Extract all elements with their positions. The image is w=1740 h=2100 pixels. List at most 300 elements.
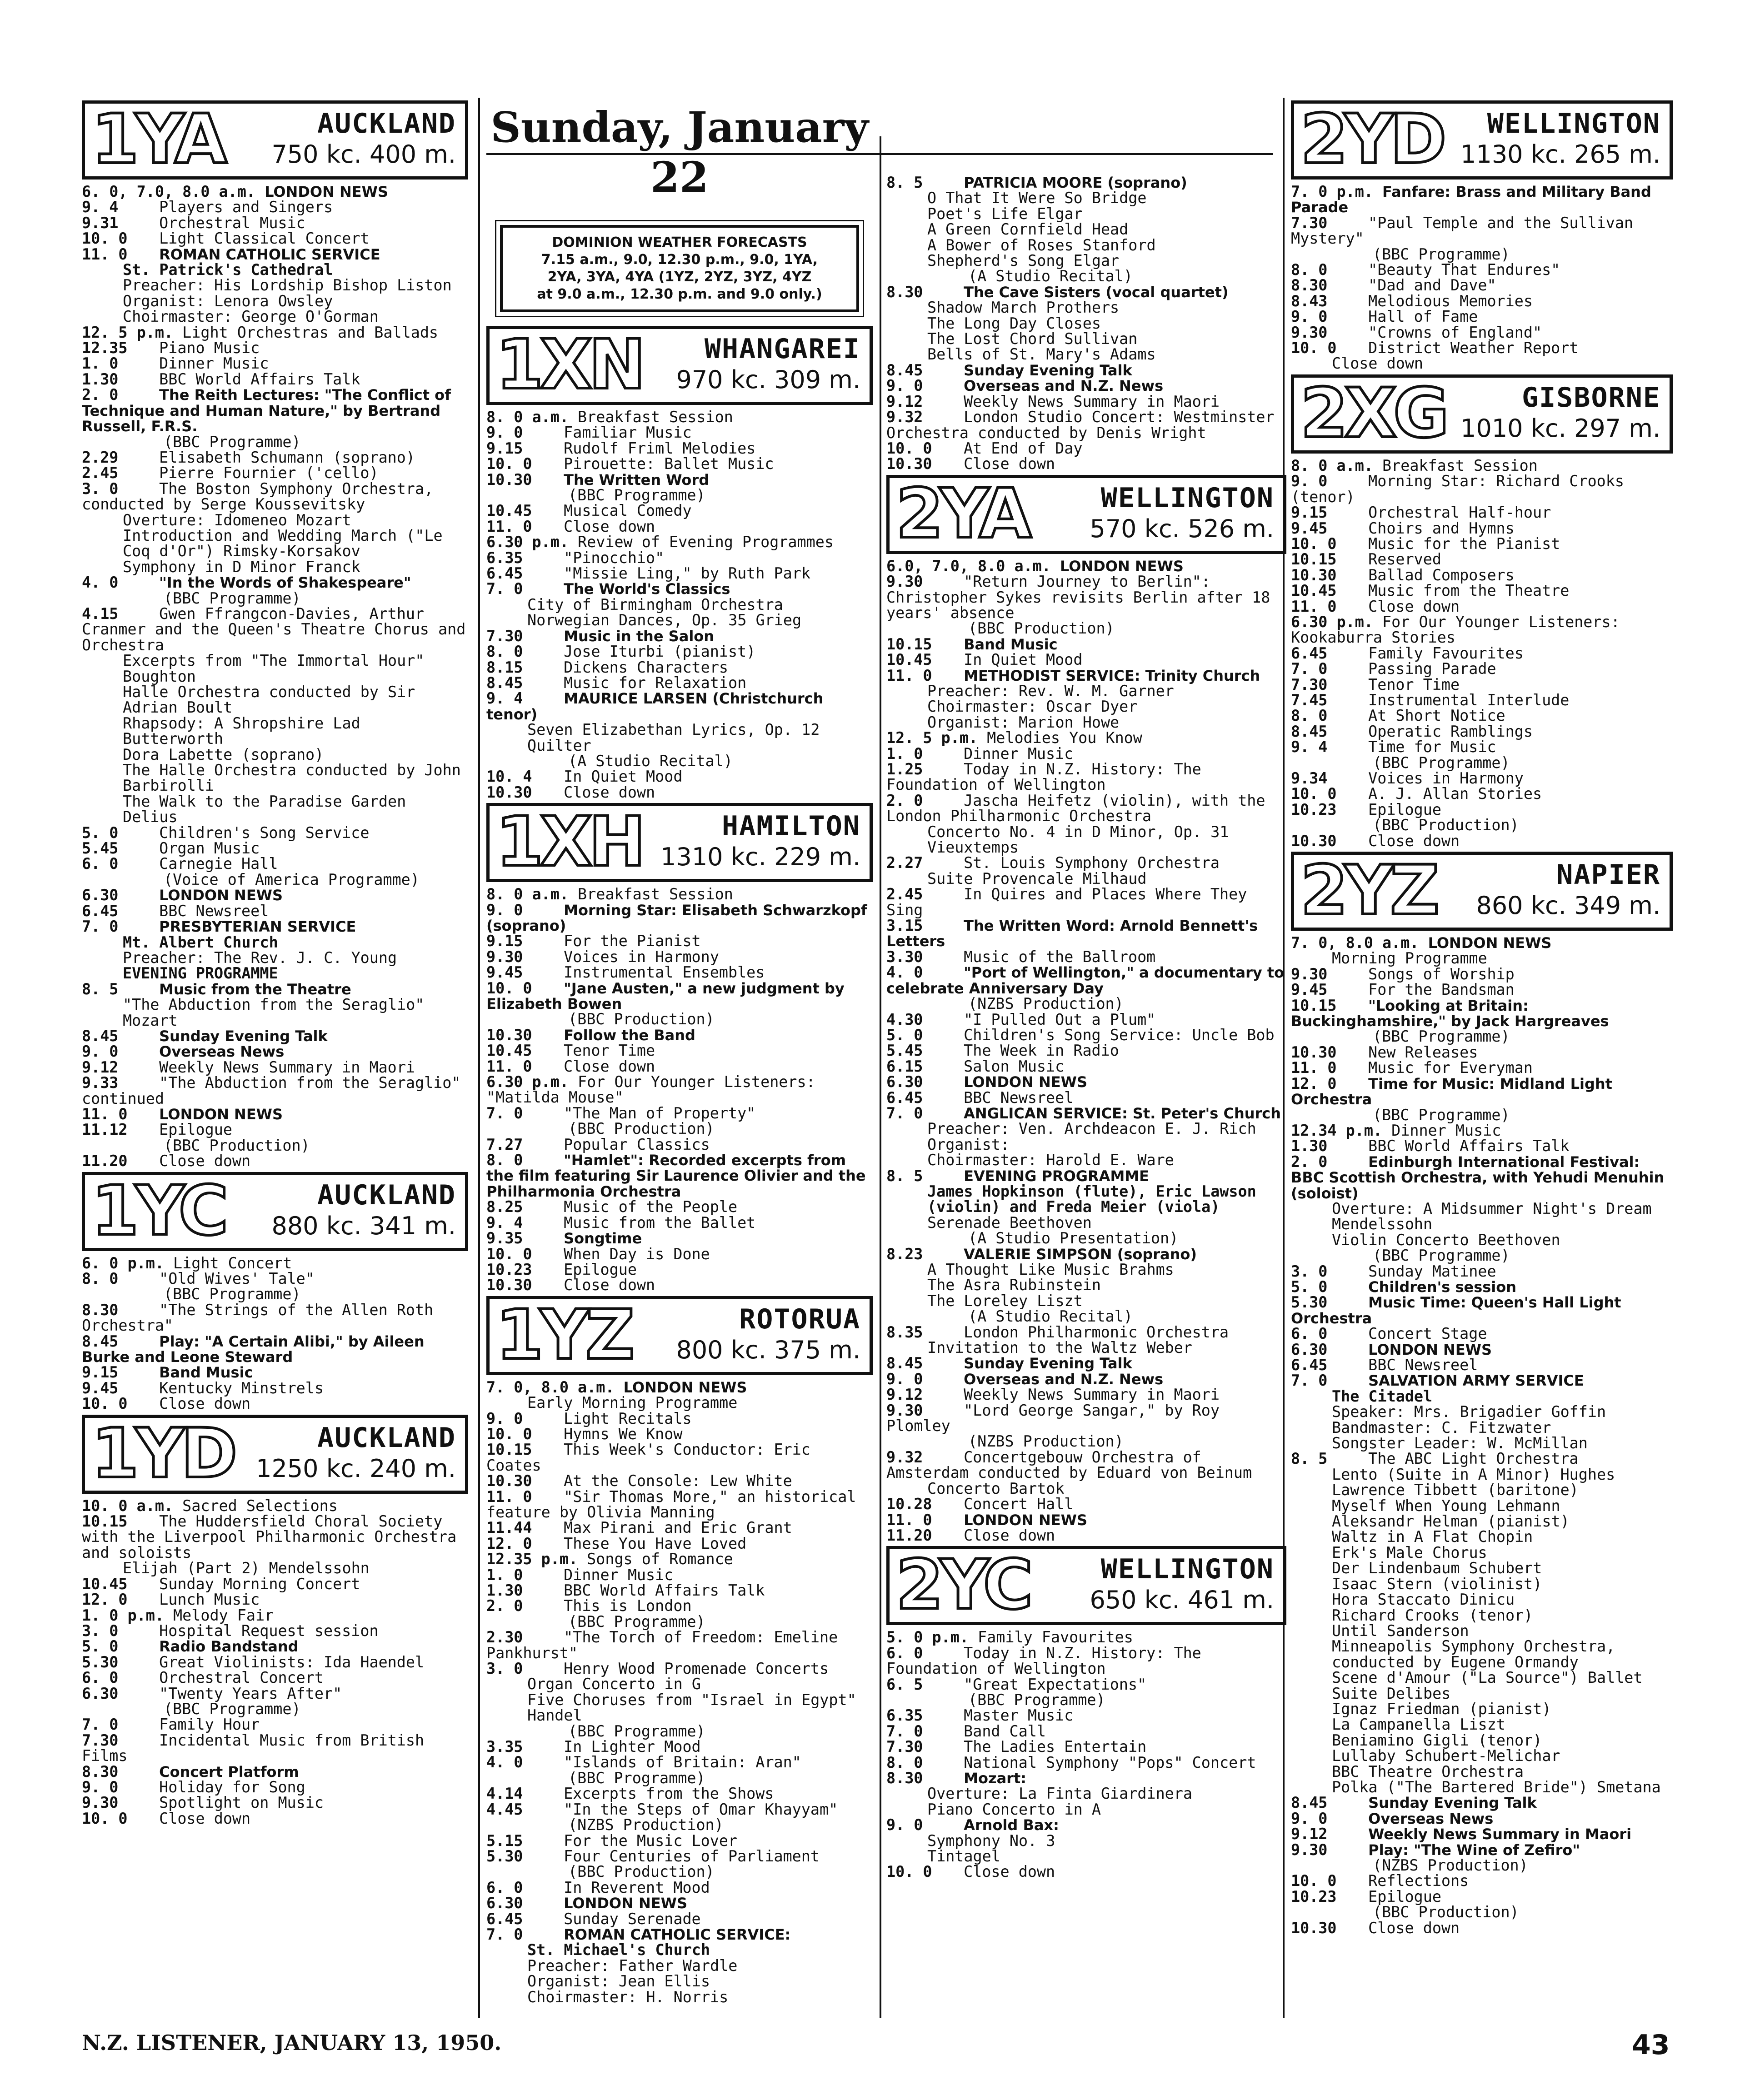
program-time: 6. 0 xyxy=(486,1878,523,1896)
program-time: 10.23 xyxy=(486,1260,532,1278)
program-title: Gwen Ffrangcon-Davies, Arthur Cranmer and the Queen's Theatre Chorus and Orchestra xyxy=(82,604,466,654)
program-time: 7.30 xyxy=(886,1738,923,1756)
column-2 xyxy=(486,98,873,2005)
program-time: 9.30 xyxy=(1291,1841,1328,1859)
program-time: 8.43 xyxy=(1291,292,1328,310)
program-title: BBC World Affairs Talk xyxy=(1368,1137,1570,1155)
station-callsign: 2YA xyxy=(896,474,1028,554)
program-time: 7.30 xyxy=(486,627,523,645)
production-credit: (NZBS Production) xyxy=(1373,1856,1528,1874)
program-time: 3.30 xyxy=(886,948,923,966)
program-entry xyxy=(82,184,468,200)
program-entry xyxy=(1291,458,1673,474)
program-time: 6. 0, 7.0, 8.0 a.m. xyxy=(82,183,255,200)
program-title: Radio Bandstand xyxy=(159,1638,299,1656)
program-entry xyxy=(486,1262,873,1277)
program-time: 6.45 xyxy=(486,1910,523,1928)
program-title: Play: "The Wine of Zefiro" xyxy=(1368,1841,1580,1859)
program-time: 7. 0 xyxy=(486,1104,523,1122)
station-callsign: 2YC xyxy=(896,1546,1030,1625)
program-title: BBC World Affairs Talk xyxy=(159,370,360,388)
program-entry xyxy=(82,575,468,590)
program-time: 5.45 xyxy=(886,1042,923,1060)
station-callsign: 1YC xyxy=(91,1171,225,1251)
program-time: 9. 0 xyxy=(886,1816,923,1834)
program-title: ANGLICAN SERVICE: St. Peter's Church xyxy=(964,1104,1281,1122)
program-title: Elisabeth Schumann (soprano) xyxy=(159,448,415,466)
program-title: "Port of Wellington," a documentary to celebrate Anniversary Day xyxy=(886,964,1285,997)
program-title: Band Music xyxy=(159,1364,253,1382)
program-time: 9. 0 xyxy=(486,901,523,919)
program-title: Pierre Fournier ('cello) xyxy=(159,464,379,482)
program-detail: Early Morning Programme xyxy=(527,1394,738,1412)
program-time: 6. 0 xyxy=(82,1669,119,1687)
station-block xyxy=(886,1546,1286,1880)
program-time: 2.29 xyxy=(82,448,119,466)
program-title: "Missie Ling," by Ruth Park xyxy=(564,564,810,583)
program-detail: Dora Labette (soprano) xyxy=(123,745,324,763)
program-title: Close down xyxy=(1368,1919,1460,1937)
program-title: BBC Newsreel xyxy=(159,902,269,920)
program-time: 10.30 xyxy=(1291,1043,1337,1061)
program-time: 9.12 xyxy=(886,392,923,410)
program-title: The Cave Sisters (vocal quartet) xyxy=(964,283,1229,301)
program-entry xyxy=(82,1623,468,1639)
program-time: 10.15 xyxy=(82,1512,128,1531)
program-title: For Our Younger Listeners: "Matilda Mouse" xyxy=(486,1073,815,1107)
program-title: Overseas and N.Z. News xyxy=(964,377,1164,395)
program-time: 10.30 xyxy=(486,1276,532,1294)
program-title: LONDON NEWS xyxy=(1368,1341,1492,1358)
program-detail: Close down xyxy=(1332,354,1424,373)
program-entry xyxy=(1291,724,1673,739)
program-entry xyxy=(486,1442,873,1473)
program-title: Kentucky Minstrels xyxy=(159,1379,324,1397)
program-entry xyxy=(1291,1295,1673,1326)
program-time: 2. 0 xyxy=(886,791,923,809)
program-entry xyxy=(886,175,1286,190)
program-entry xyxy=(486,1849,873,1864)
program-time: 9. 0 xyxy=(486,424,523,442)
program-entry xyxy=(82,1107,468,1122)
program-entry xyxy=(486,456,873,472)
station-block xyxy=(82,1415,468,1827)
program-title: Music from the Ballet xyxy=(564,1213,756,1232)
program-title: Songs of Worship xyxy=(1368,965,1515,983)
program-time: 3. 0 xyxy=(82,479,119,498)
program-title: Instrumental Ensembles xyxy=(564,963,765,982)
program-time: 3.15 xyxy=(886,917,923,935)
program-time: 6. 5 xyxy=(886,1675,923,1693)
program-title: Music of the People xyxy=(564,1198,738,1216)
program-entry xyxy=(886,1755,1286,1771)
program-time: 6.30 p.m. xyxy=(1291,613,1373,631)
program-entry xyxy=(82,387,468,434)
work-with-composer: Lullaby Schubert-Melichar xyxy=(1332,1747,1560,1765)
work-with-composer: Shadow March Prothers xyxy=(927,299,1120,317)
program-entry xyxy=(1291,1373,1673,1388)
program-title: "Crowns of England" xyxy=(1368,323,1542,341)
program-title: Sunday Evening Talk xyxy=(1368,1794,1537,1812)
program-entry xyxy=(82,825,468,841)
program-time: 11. 0 xyxy=(1291,597,1337,615)
station-block xyxy=(486,1296,873,2005)
program-time: 5.30 xyxy=(1291,1293,1328,1312)
program-entry xyxy=(82,841,468,856)
work-with-composer: Rhapsody: A Shropshire Lad Butterworth xyxy=(123,714,360,748)
program-title: Breakfast Session xyxy=(578,408,733,426)
program-title: Excerpts from the Shows xyxy=(564,1785,774,1803)
program-entry xyxy=(1291,325,1673,340)
program-time: 6.15 xyxy=(886,1057,923,1075)
program-title: Fanfare: Brass and Military Band Parade xyxy=(1291,183,1651,216)
program-title: Family Hour xyxy=(159,1716,260,1734)
program-time: 10.15 xyxy=(1291,996,1337,1014)
station-city: AUCKLAND xyxy=(317,1422,456,1454)
program-time: 8.25 xyxy=(486,1198,523,1216)
program-entry xyxy=(82,982,468,997)
program-title: Play: "A Certain Alibi," by Aileen Burke and Leone Steward xyxy=(82,1332,425,1366)
work-with-composer: "The Abduction from the Seraglio" Mozart xyxy=(123,996,425,1029)
program-title: Salon Music xyxy=(964,1057,1065,1075)
program-title: Players and Singers xyxy=(159,198,333,216)
station-block xyxy=(486,803,873,1293)
station-block xyxy=(1291,100,1673,372)
program-entry xyxy=(82,356,468,371)
station-header xyxy=(886,475,1286,554)
program-title: "Great Expectations" xyxy=(964,1675,1147,1693)
program-time: 5. 0 xyxy=(1291,1277,1328,1296)
production-credit: (BBC Production) xyxy=(164,1136,310,1154)
program-entry xyxy=(1291,1811,1673,1826)
station-frequency: 1250 kc. 240 m. xyxy=(256,1454,456,1483)
station-frequency: 1310 kc. 229 m. xyxy=(660,843,860,872)
program-time: 10. 0 xyxy=(886,1863,932,1881)
program-title: "I Pulled Out a Plum" xyxy=(964,1010,1156,1028)
station-frequency: 1130 kc. 265 m. xyxy=(1460,140,1660,169)
work-with-composer: Elijah (Part 2) Mendelssohn xyxy=(123,1559,370,1577)
program-time: 12. 0 xyxy=(82,1591,128,1609)
station-city: HAMILTON xyxy=(722,810,860,843)
production-credit: (A Studio Recital) xyxy=(968,267,1133,285)
program-detail: Beniamino Gigli (tenor) xyxy=(1332,1731,1542,1749)
program-title: Morning Star: Elisabeth Schwarzkopf (soprano) xyxy=(486,901,867,934)
program-entry xyxy=(82,481,468,513)
program-title: Edinburgh International Festival: BBC Scottish Orchestra, with Yehudi Menuhin (soloist) xyxy=(1291,1153,1665,1202)
program-entry xyxy=(486,1043,873,1058)
program-detail: Speaker: Mrs. Brigadier Goffin xyxy=(1332,1403,1606,1421)
program-entry xyxy=(1291,982,1673,998)
program-entry xyxy=(1291,1279,1673,1295)
production-credit: (BBC Production) xyxy=(1373,816,1519,834)
program-entry xyxy=(486,1028,873,1043)
program-title: "Sir Thomas More," an historical feature by Olivia Manning xyxy=(486,1487,856,1521)
program-time: 8.30 xyxy=(886,1769,923,1787)
program-time: 7.27 xyxy=(486,1135,523,1153)
program-time: 8. 0 a.m. xyxy=(486,885,569,903)
program-title: Sunday Matinee xyxy=(1368,1262,1496,1280)
production-credit: (A Studio Recital) xyxy=(968,1307,1133,1326)
program-entry xyxy=(82,1381,468,1396)
program-time: 9.33 xyxy=(82,1074,119,1092)
program-entry xyxy=(486,566,873,581)
work-with-composer: Waltz in A Flat Chopin xyxy=(1332,1528,1533,1546)
program-time: 9. 0 xyxy=(82,1043,119,1061)
program-title: In Quiet Mood xyxy=(964,651,1083,669)
program-time: 9. 4 xyxy=(82,198,119,216)
program-time: 8.45 xyxy=(1291,722,1328,740)
program-time: 8. 0 a.m. xyxy=(486,408,569,426)
program-title: Concert Stage xyxy=(1368,1325,1487,1343)
program-detail: Bandmaster: C. Fitzwater xyxy=(1332,1418,1551,1437)
program-entry xyxy=(82,1396,468,1412)
program-time: 9. 0 xyxy=(1291,1809,1328,1827)
program-time: 9.30 xyxy=(1291,965,1328,983)
program-entry xyxy=(886,1724,1286,1739)
station-block xyxy=(486,326,873,800)
program-title: Instrumental Interlude xyxy=(1368,691,1570,709)
program-entry xyxy=(1291,1264,1673,1279)
program-entry xyxy=(486,519,873,534)
program-time: 7. 0 p.m. xyxy=(1291,183,1373,200)
work-with-composer: A Thought Like Music Brahms xyxy=(927,1261,1174,1278)
program-entry xyxy=(486,965,873,980)
program-title: ROMAN CATHOLIC SERVICE: xyxy=(564,1925,791,1943)
program-title: Musical Comedy xyxy=(564,502,692,520)
program-entry xyxy=(886,855,1286,871)
program-title: London Studio Concert: Westminster Orchestra conducted by Denis Wright xyxy=(886,408,1275,442)
program-entry xyxy=(486,409,873,425)
program-title: Piano Music xyxy=(159,339,260,357)
program-title: A. J. Allan Stories xyxy=(1368,785,1542,803)
program-time: 8.15 xyxy=(486,658,523,676)
program-detail: Preacher: Father Wardle xyxy=(527,1956,738,1975)
program-time: 9.34 xyxy=(1291,769,1328,787)
program-title: Hall of Fame xyxy=(1368,308,1478,326)
program-time: 3.35 xyxy=(486,1738,523,1756)
program-entry xyxy=(886,1247,1286,1262)
production-credit: (BBC Production) xyxy=(568,1010,715,1028)
program-time: 9. 0 xyxy=(886,1370,923,1388)
program-entry xyxy=(82,903,468,919)
program-title: Time for Music xyxy=(1368,738,1496,756)
program-time: 5.45 xyxy=(82,839,119,858)
program-time: 9. 0 xyxy=(486,1409,523,1427)
program-title: New Releases xyxy=(1368,1043,1478,1061)
program-entry xyxy=(486,949,873,965)
program-title: Today in N.Z. History: The Foundation of Wellington xyxy=(886,1644,1201,1678)
program-entry xyxy=(82,1795,468,1811)
program-title: The Written Word xyxy=(564,471,710,489)
program-title: "Paul Temple and the Sullivan Mystery" xyxy=(1291,214,1634,248)
station-frequency: 800 kc. 375 m. xyxy=(676,1335,860,1364)
program-title: "In the Words of Shakespeare" xyxy=(159,574,411,592)
program-title: "Islands of Britain: Aran" xyxy=(564,1753,801,1771)
work-with-composer: Concerto Bartok xyxy=(927,1479,1065,1497)
program-title: Music for Relaxation xyxy=(564,673,747,692)
program-entry xyxy=(886,652,1286,668)
program-title: Weekly News Summary in Maori xyxy=(964,1386,1220,1404)
program-title: LONDON NEWS xyxy=(1060,557,1184,575)
program-entry xyxy=(886,965,1286,996)
program-time: 11. 0 xyxy=(886,666,932,684)
work-with-composer: Shepherd's Song Elgar xyxy=(927,252,1120,270)
program-time: 8. 0 xyxy=(886,1753,923,1771)
program-time: 1.30 xyxy=(82,370,119,388)
program-title: "The Torch of Freedom: Emeline Pankhurst" xyxy=(486,1628,838,1662)
program-entry xyxy=(1291,262,1673,278)
program-title: For the Bandsman xyxy=(1368,981,1515,999)
program-entry xyxy=(886,918,1286,949)
program-title: Hymns We Know xyxy=(564,1425,683,1443)
program-time: 10.23 xyxy=(1291,1887,1337,1905)
program-title: "In the Steps of Omar Khayyam" xyxy=(564,1800,838,1818)
program-time: 7.30 xyxy=(1291,214,1328,232)
program-entry xyxy=(1291,833,1673,849)
program-time: 10. 0 xyxy=(486,455,532,473)
program-entry xyxy=(886,1630,1286,1645)
program-entry xyxy=(82,606,468,653)
program-entry xyxy=(886,363,1286,378)
program-time: 7.30 xyxy=(1291,675,1328,693)
program-entry xyxy=(1291,294,1673,309)
program-time: 8.30 xyxy=(886,283,923,301)
program-title: Children's Song Service xyxy=(159,823,370,842)
program-entry xyxy=(486,1895,873,1911)
program-time: 9.30 xyxy=(886,573,923,591)
program-title: Music from the Theatre xyxy=(159,980,351,998)
program-time: 10.23 xyxy=(1291,800,1337,818)
production-credit: (BBC Programme) xyxy=(1373,1106,1510,1124)
program-entry xyxy=(1291,786,1673,802)
program-title: Light Concert xyxy=(173,1254,292,1272)
program-time: 9.30 xyxy=(82,1794,119,1812)
work-with-composer: A Bower of Roses Stanford xyxy=(927,236,1156,254)
program-detail: Tintagel xyxy=(927,1847,1000,1865)
program-time: 8.45 xyxy=(886,361,923,379)
program-title: "Old Wives' Tale" xyxy=(159,1270,315,1287)
work-with-composer: A Green Cornfield Head xyxy=(927,220,1129,239)
program-title: Close down xyxy=(1368,832,1460,850)
program-title: The Boston Symphony Orchestra, conducted by Serge Koussevitsky xyxy=(82,479,434,514)
production-credit: (A Studio Recital) xyxy=(568,752,733,770)
program-title: For the Pianist xyxy=(564,932,701,950)
program-time: 9.15 xyxy=(486,439,523,457)
program-detail: EVENING PROGRAMME xyxy=(123,964,278,983)
program-time: 10.45 xyxy=(82,1575,128,1593)
program-time: 8. 5 xyxy=(886,174,923,191)
station-block xyxy=(886,175,1286,472)
program-title: At Short Notice xyxy=(1368,707,1505,725)
program-title: Epilogue xyxy=(159,1121,232,1139)
program-detail: Organist: Lenora Owsley xyxy=(123,292,333,310)
program-time: 10.45 xyxy=(886,651,932,669)
program-title: Sunday Evening Talk xyxy=(964,361,1132,379)
station-callsign: 1YA xyxy=(91,100,224,179)
program-entry xyxy=(486,1152,873,1199)
program-time: 9.15 xyxy=(82,1363,119,1382)
program-entry xyxy=(82,1592,468,1607)
program-time: 5. 0 p.m. xyxy=(886,1628,969,1646)
program-title: LONDON NEWS xyxy=(623,1378,747,1396)
program-detail: Choirmaster: George O'Gorman xyxy=(123,308,379,326)
program-title: Review of Evening Programmes xyxy=(578,533,834,551)
program-title: Close down xyxy=(964,455,1055,473)
program-time: 10. 0 xyxy=(82,1395,128,1413)
program-entry xyxy=(486,1489,873,1521)
program-title: Tenor Time xyxy=(1368,675,1460,693)
program-title: PATRICIA MOORE (soprano) xyxy=(964,174,1187,191)
work-with-composer: Myself When Young Lehmann xyxy=(1332,1496,1560,1515)
program-time: 9. 4 xyxy=(486,1213,523,1232)
program-time: 4. 0 xyxy=(486,1753,523,1771)
production-credit: (NZBS Production) xyxy=(568,1816,724,1834)
station-city: WELLINGTON xyxy=(1100,482,1274,514)
program-time: 12. 0 xyxy=(486,1534,532,1552)
program-time: 11.20 xyxy=(886,1526,932,1544)
program-time: 11. 0 xyxy=(486,1057,532,1075)
program-entry xyxy=(486,903,873,934)
program-title: Children's session xyxy=(1368,1278,1517,1296)
program-entry xyxy=(82,372,468,387)
program-time: 10.30 xyxy=(486,1472,532,1490)
station-city: WELLINGTON xyxy=(1100,1553,1274,1586)
program-time: 10. 0 xyxy=(1291,785,1337,803)
program-entry xyxy=(886,762,1286,793)
station-header xyxy=(82,100,468,180)
program-entry xyxy=(486,629,873,644)
work-with-composer: Serenade Beethoven xyxy=(927,1213,1092,1232)
work-with-composer: Norwegian Dances, Op. 35 Grieg xyxy=(527,611,802,629)
work-with-composer: Suite Provencale Milhaud xyxy=(927,869,1147,888)
program-title: "Looking at Britain: Buckinghamshire," by Jack Hargreaves xyxy=(1291,997,1609,1030)
program-time: 10.45 xyxy=(486,1042,532,1060)
program-detail: BBC Theatre Orchestra xyxy=(1332,1762,1524,1781)
program-time: 10. 0 xyxy=(82,1809,128,1827)
program-title: London Philharmonic Orchestra xyxy=(964,1323,1229,1341)
station-header xyxy=(886,1546,1286,1625)
program-title: The Huddersfield Choral Society with the Liverpool Philharmonic Orchestra and soloists xyxy=(82,1512,457,1561)
program-title: Band Call xyxy=(964,1722,1046,1740)
program-time: 10.30 xyxy=(1291,1919,1337,1937)
production-credit: (BBC Programme) xyxy=(1373,1247,1510,1265)
program-detail: Piano Concerto in A xyxy=(927,1800,1101,1818)
program-entry xyxy=(486,1059,873,1074)
program-entry xyxy=(1291,536,1673,552)
program-entry xyxy=(1291,184,1673,215)
program-entry xyxy=(486,1630,873,1661)
program-entry xyxy=(82,1153,468,1169)
program-title: Jose Iturbi (pianist) xyxy=(564,643,756,661)
station-frequency: 570 kc. 526 m. xyxy=(1090,514,1274,543)
program-time: 8. 5 xyxy=(82,980,119,998)
program-entry xyxy=(486,981,873,1012)
program-time: 7. 0, 8.0 a.m. xyxy=(1291,934,1419,952)
program-time: 10. 4 xyxy=(486,768,532,786)
program-detail: Lawrence Tibbett (baritone) xyxy=(1332,1481,1579,1499)
program-entry xyxy=(886,1387,1286,1402)
program-title: Light Classical Concert xyxy=(159,229,370,248)
program-entry xyxy=(82,1639,468,1654)
program-time: 8. 0 xyxy=(486,1151,523,1169)
program-title: The World's Classics xyxy=(564,580,730,598)
program-entry xyxy=(82,1717,468,1732)
program-entry xyxy=(886,1106,1286,1121)
work-with-composer: Bells of St. Mary's Adams xyxy=(927,345,1156,364)
program-entry xyxy=(486,660,873,675)
program-title: Today in N.Z. History: The Foundation of Wellington xyxy=(886,760,1201,794)
program-entry xyxy=(486,1199,873,1215)
